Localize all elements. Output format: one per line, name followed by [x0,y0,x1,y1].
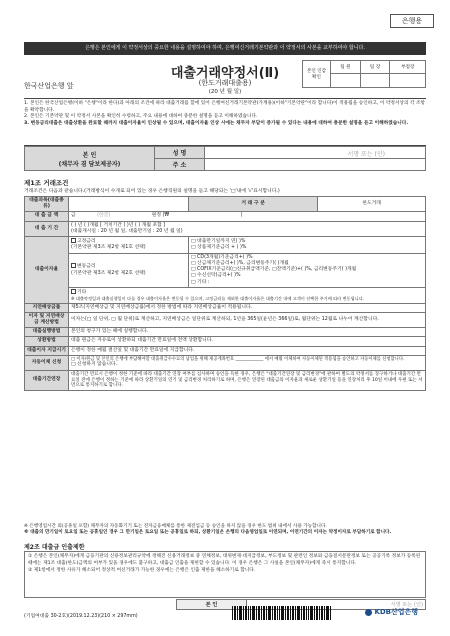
repay-value: 대출 원금은 자유로이 상환하되 대출기간 만료일에 전액 상환합니다. [69,337,426,346]
clause-1: 1. 본인은 한국산업은행(이하 "은행"이라 한다)과 아래의 조건에 따라 대출거래를 할에 있어 은행여신거래기본약관(가계용)(이하"기본약관"이라 합니다)이 적용됨을 승인하고, 이 약정서상의 각 조항을 확약합니다. [24,101,426,113]
extension-label: 대출기간연장 [25,370,69,391]
amount-korean-hint: (한글) [97,213,111,219]
stamp-col-team-lead: 팀 장 [360,61,390,74]
page-subtitle: (한도거래대출용) [198,79,252,87]
signer-name-label: 성 명 [155,147,205,159]
stamp-col-branch-head: 부점장 [390,61,426,74]
contract-date: (20 년 월 일) [208,89,242,95]
signer-name-field[interactable] [205,147,426,159]
variable-opt-kdb[interactable]: □ 산금채기준금리+( )%, 금리변동주기( )개월 [191,260,289,266]
signer-role-label: 본 인 [82,151,97,159]
late-rate-label: 지연배상금률 [25,303,69,312]
kdb-logo-icon [365,609,372,616]
notice-banner: 은행은 본인에게 이 약정서상의 중요한 내용을 설명하여야 하며, 은행여신거래기본약관과 이 약정서의 사본을 교부하여야 합니다. [24,42,426,55]
period-line-2: (대출개시일 : 20 년 월 일, 대출만기일 : 20 년 월 일) [71,228,183,234]
fixed-opt-1[interactable]: □ 대출만기일까지 연( )% [191,238,246,244]
variable-rate-label: 변동금리 [77,264,96,270]
fixed-rate-sub: (기본약관 제3조 제2항 제1호 선택) [71,245,146,251]
kdb-logo [365,607,418,617]
extension-value: 대출기간 만료시 은행이 정한 기준에 따라 대출기간 연장 여부를 심사하며 승인을 득한 경우, 은행은 "대출기간연장 및 금리변경"에 관하여 별도의 약정서를 징구하거나 대출기간 만료일 전에 은행이 정하는 기준에 따라 상환기일의 연기 및 금리변경 처리하기로 하며, 은행은 연장된 대출금의 이자율과 새로운 상환기일 등을 연장처리 후 10일 이내에 우편 또는 서면으로 통지하기로 합니다. [69,370,426,391]
late-rate-value: 제5조(지연배상금 및 지연배상금률)에서 정한 방법에 따라 지연배상금률이 적용됩니다. [69,303,426,312]
variable-opt-cofix[interactable]: □ COFIX기준금리(□신규취급액기준, □잔액기준)+( )%, 금리변동주기( )개월 [191,267,357,273]
period-label: 대 출 기 간 [25,221,69,236]
variable-opt-deposit[interactable]: □ 수신신탁)금리+( )% [191,273,241,279]
terms-table [24,196,426,391]
seal-check-label: 본인 인감 확인 [303,61,331,88]
loan-type-field[interactable] [69,197,189,212]
form-code: (기업여대출 30-2호)(2019.12.23)(210 × 297mm) [24,614,138,619]
fixed-rate-options[interactable] [189,237,426,253]
rate-note: ※ 대출약정일과 대출실행일이 다를 경우 대출이자율은 변동될 수 있으며, 고정금리를 제외한 대출이자율은 대출기간 내에 고객이 선택한 주기에 따라 변동됩니다. [71,296,365,302]
variable-rate-checkbox[interactable] [71,263,76,268]
agreement-clauses [24,98,426,146]
interest-timing-value: 은행이 정한 매월 결산일 및 대출기간 만료일에 지급합니다. [69,346,426,355]
calc-method-label: 이자 및 지연배상금 계산방법 [25,312,69,327]
auto-transfer-decline[interactable]: □ 신청하지 않습니다. [71,362,118,368]
stamp-col-staff: 팀 원 [331,61,361,74]
fixed-opt-2[interactable]: □ 상품제기준금리 + ( )% [191,244,247,250]
signer-table [24,146,426,171]
rate-label: 대출이자율 [25,237,69,303]
repay-label: 상환방법 [25,337,69,346]
signer-address-label: 주 소 [155,159,205,171]
execution-value: 본인의 청구가 있는 때에 실행합니다. [69,328,426,337]
calc-method-value: 이자는(□ 일 단위, □ 월 단위)로 계산하고, 지연배상금은 일단위로 계산하되, 1년을 365일(윤년은 366일)로, 월단위는 12월로 나누어 계산합니다. [69,312,426,327]
clause-2: 2. 본인은 기본약관 및 이 약정서 사본을 확인히 수령하고, 주요 내용에 대하여 충분한 설명을 듣고 이해하였습니다. [24,114,258,120]
clause-3: 3. 변동금리대출은 대출상환을 완료할 때까지 대출이자율이 인상될 수 있으며, 대출이자율 인상 시에는 채무자 부담이 증가될 수 있다는 내용에 대하여 충분한 설명을 듣고 이해하였습니다. [24,120,409,126]
stamp-box-branch-head[interactable] [390,74,426,88]
deal-type-value: 한도거래 [318,197,426,212]
signature-hint: 서명 또는 (인) [347,151,385,158]
amount-currency: 원정 (₩ [151,213,170,219]
footnote-2: ※ 대출의 만기일이 토요일 또는 공휴일인 경우 그 만기일은 토요일 또는 공휴일로 하되, 상환기일은 은행의 다음영업일로 이연되며, 이연기간의 이자는 약정이자로 부담하기로 합니다. [24,530,392,536]
variable-rate-options[interactable] [189,253,426,287]
withdrawal-limit-box [24,551,426,598]
variable-opt-other[interactable]: □ 기타 : [191,279,210,285]
period-line-1: ( ) 년 ( )개월 [ 거치기간 ( )년 ( ) 개월 포함 ] [71,222,166,228]
footnotes [24,524,426,536]
signer-address-field[interactable] [205,159,426,171]
signer-role [25,147,155,171]
variable-rate-sub: (기본약관 제3조 제2항 제2호 선택) [71,270,146,276]
other-rate-cell[interactable] [69,287,426,303]
auto-transfer-label: 자동이체 신청 [25,355,69,370]
amount-prefix: 금 [71,213,76,219]
section1-note: 거래조건은 다음과 같습니다.(거래방식이 수개로 되어 있는 경우 은행직원의 설명을 듣고 해당되는 '□'내에 '√'표시합니다.) [24,189,280,194]
copy-label: 은행용 [390,14,434,28]
section2-title: 제2조 대출금 인출제한 [24,544,85,551]
auto-transfer-options[interactable] [69,355,426,370]
other-rate-checkbox[interactable] [71,289,76,294]
execution-label: 대출실행방법 [25,328,69,337]
fixed-rate-label: 고정금리 [77,239,96,245]
section2-sign-label: 본 인 [177,600,247,610]
period-field[interactable] [69,221,426,236]
kdb-logo-text: KDB산업은행 [374,608,419,616]
variable-opt-cd[interactable]: □ CD(3개월)기준금리+( )% [191,254,253,260]
auto-transfer-apply[interactable]: □ 이자/원금 및 본인의 은행에 부담해야할 대출취급수수료의 납입을 위해 제공계좌번호 _____________ 에서 매월 이체하여 자동이체된 적용됨을 승인하고 자동이체를 신청합니다. [71,356,405,362]
section2-sign-field[interactable]: 서명 또는 (인) [247,600,426,610]
deal-type-header: 거 래 구 분 [189,197,318,212]
signer-role-sub: (채무자 겸 담보제공자) [58,160,121,168]
amount-field[interactable]: 금 (한글) 원정 (₩ ) [69,212,426,221]
withdrawal-item-2: ② 제1항에서 정한 사유가 해소되어 정상적 여신거래가 가능한 경우에는 은행은 인출 제한을 해소하기로 합니다. [28,567,256,573]
fixed-rate-checkbox[interactable] [71,238,76,243]
page-title: 대출거래약정서(Ⅱ) [170,66,280,81]
approval-stamp-table [302,60,426,88]
withdrawal-item-1: ① 은행은 본인(채무자)에게 금융기관의 신용정보관리규약에 정해진 신용거래정보 중 연체정보, 대위변제·대지급정보, 부도정보 및 관련인 정보와 금융질서문란정보 또는 공공기록 정보가 등록된 때에는 제1조 대출(한도)금액의 여부가 있을 경우에도 불구하고, 대출금 인출을 제한할 수 있습니다. 이 경우 은행은 그 사실을 본인(채무자)에게 즉시 통지합니다. [28,554,421,566]
addressee: 한국산업은행 앞 [24,82,74,90]
amount-label: 대 출 금 액 [25,212,69,221]
fixed-rate-cell[interactable] [69,237,189,253]
section1-title: 제1조 거래조건 [24,179,69,187]
other-rate-label: 기타 [77,289,87,295]
stamp-box-staff[interactable] [331,74,361,88]
variable-rate-cell[interactable] [69,253,189,287]
stamp-box-team-lead[interactable] [360,74,390,88]
barcode-icon [232,606,332,620]
interest-timing-label: 대출이자 지급시기 [25,346,69,355]
footnote-1: ※ 은행영업시간 외(공휴일 포함) 채무자의 자동화기기 또는 전자금융매체를 통한 제전입금 등 승인을 하지 않을 경우 한도 범위 내에서 사용 가능합니다. [24,524,327,529]
loan-type-label: 대출과목(대출종류) [25,197,69,212]
